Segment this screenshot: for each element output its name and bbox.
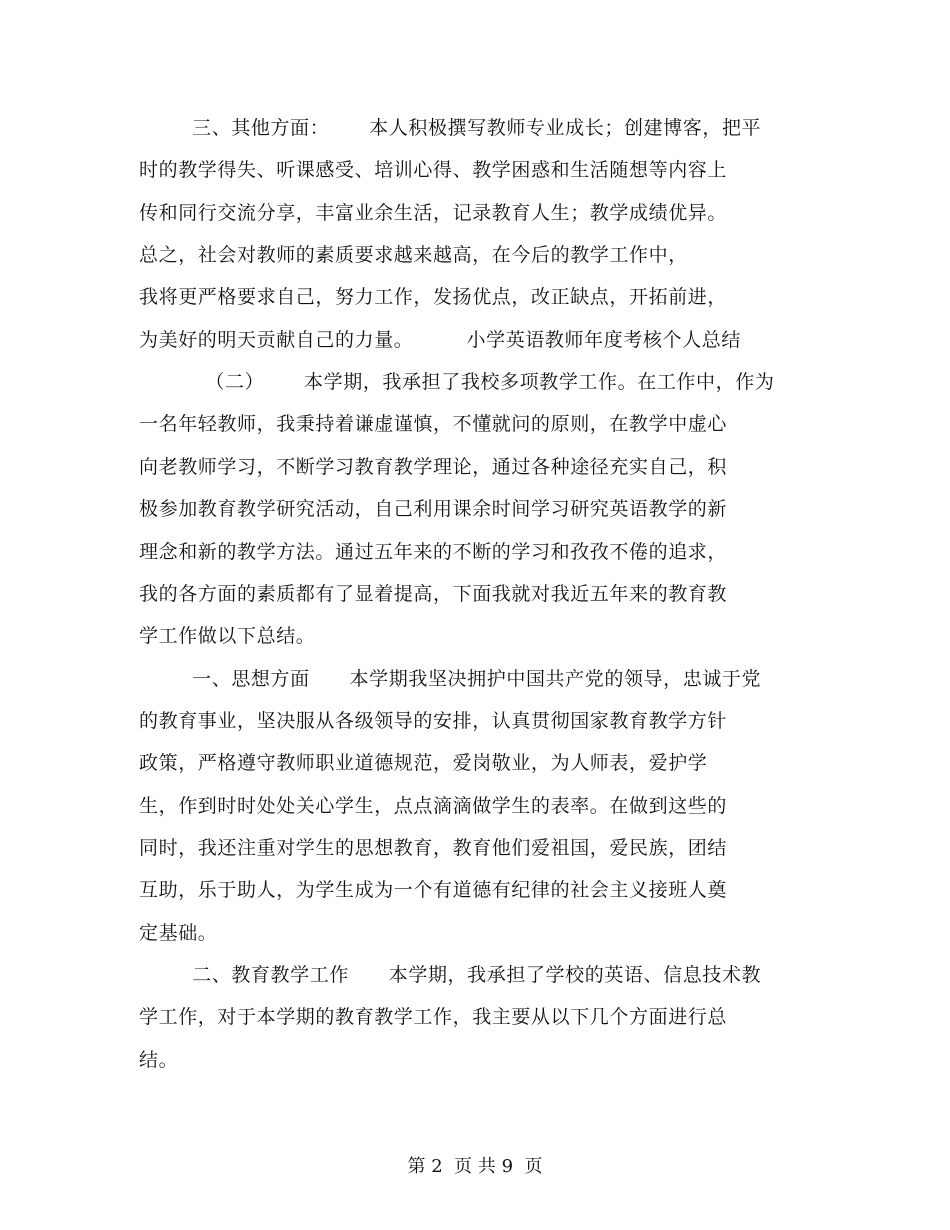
text-line: 互助，乐于助人，为学生成为一个有道德有纪律的社会主义接班人奠 — [139, 879, 728, 901]
text-line: 理念和新的教学方法。通过五年来的不断的学习和孜孜不倦的追求， — [139, 541, 728, 563]
text-line: 同时，我还注重对学生的思想教育，教育他们爱祖国，爱民族，团结 — [139, 837, 728, 859]
text-line: 我将更严格要求自己，努力工作，发扬优点，改正缺点，开拓前进， — [139, 286, 728, 308]
text-line: 时的教学得失、听课感受、培训心得、教学困惑和生活随想等内容上 — [139, 159, 728, 181]
text-line: 学工作做以下总结。 — [139, 625, 316, 647]
text-line: 结。 — [139, 1049, 179, 1071]
text-line: 学工作，对于本学期的教育教学工作，我主要从以下几个方面进行总 — [139, 1006, 728, 1028]
text-line: 极参加教育教学研究活动，自己利用课余时间学习研究英语教学的新 — [139, 498, 728, 520]
text-line: 向老教师学习，不断学习教育教学理论，通过各种途径充实自己，积 — [139, 456, 728, 478]
text-line: 一、思想方面 本学期我坚决拥护中国共产党的领导，忠诚于党 — [139, 668, 762, 690]
page-number-footer: 第 2 页 共 9 页 — [407, 1156, 543, 1177]
text-line: （二） 本学期，我承担了我校多项教学工作。在工作中，作为 — [139, 371, 775, 393]
text-line: 政策，严格遵守教师职业道德规范，爱岗敬业，为人师表，爱护学 — [139, 752, 708, 774]
text-line: 一名年轻教师，我秉持着谦虚谨慎，不懂就问的原则，在教学中虚心 — [139, 413, 728, 435]
text-line: 传和同行交流分享，丰富业余生活，记录教育人生；教学成绩优异。 — [139, 202, 728, 224]
text-line: 总之，社会对教师的素质要求越来越高，在今后的教学工作中， — [139, 244, 688, 266]
text-line: 定基础。 — [139, 922, 218, 944]
text-line: 生，作到时时处处关心学生，点点滴滴做学生的表率。在做到这些的 — [139, 795, 728, 817]
text-line: 三、其他方面： 本人积极撰写教师专业成长；创建博客，把平 — [139, 117, 762, 139]
text-line: 二、教育教学工作 本学期，我承担了学校的英语、信息技术教 — [139, 964, 762, 986]
text-line: 为美好的明天贡献自己的力量。 小学英语教师年度考核个人总结 — [139, 329, 741, 351]
text-line: 我的各方面的素质都有了显着提高，下面我就对我近五年来的教育教 — [139, 583, 728, 605]
text-line: 的教育事业，坚决服从各级领导的安排，认真贯彻国家教育教学方针 — [139, 710, 728, 732]
